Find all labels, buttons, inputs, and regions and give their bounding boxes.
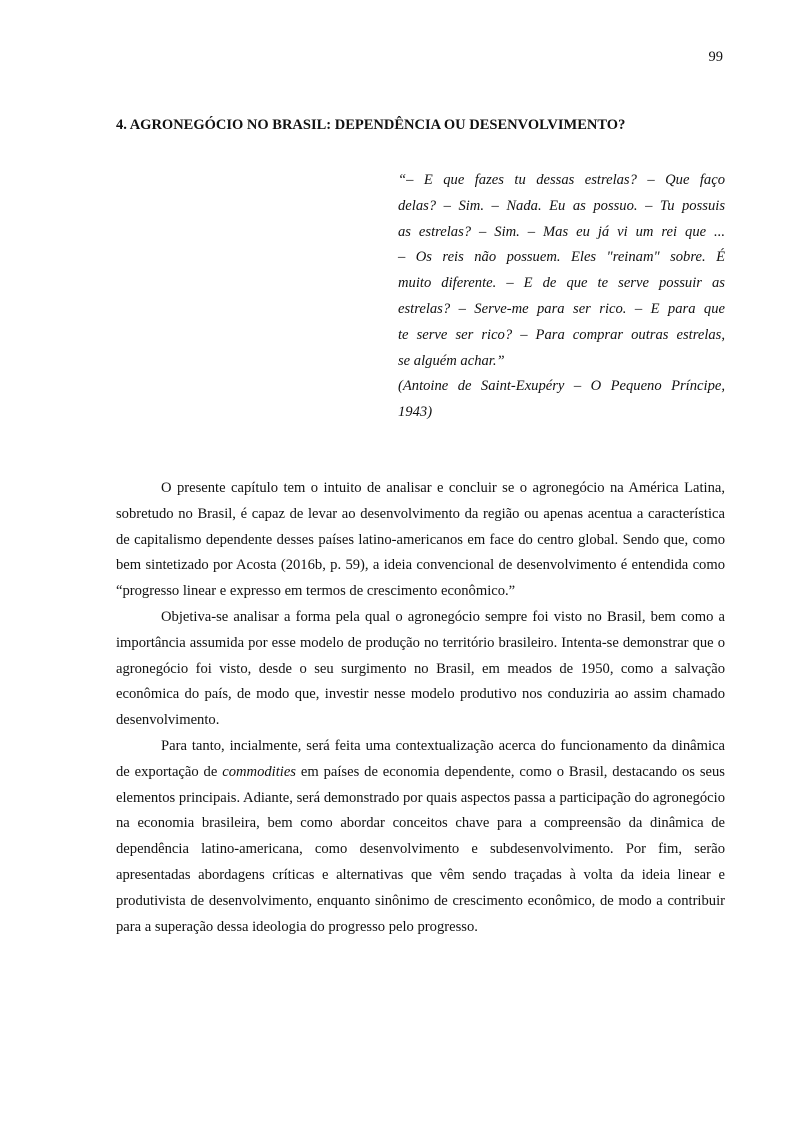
epigraph-line: delas? – Sim. – Nada. Eu as possuo. – Tu possuis bbox=[398, 197, 725, 214]
paragraph-objective: Objetiva-se analisar a forma pela qual o agronegócio sempre foi visto no Brasil, bem como a importância assumida por esse modelo de produção no território brasileiro. Intenta-se demonstrar que o agronegócio foi visto, desde o seu surgimento no Brasil, em meados de 1950, como a salvação econômica do país, de modo que, investir nesse modelo produtivo nos conduziria ao assim chamado desenvolvimento. bbox=[116, 608, 725, 729]
emphasis-commodities: commodities bbox=[222, 763, 296, 780]
paragraph-text: em países de economia dependente, como o Brasil, destacando os seus elementos principais. Adiante, será demonstrado por quais aspectos passa a participação do agronegócio na economia brasileira, bem como abordar conceitos chave para a compreensão da dinâmica de dependência latino-americana, como desenvolvimento e subdesenvolvimento. Por fim, serão apresentadas abordagens críticas e alternativas que vêm sendo traçadas à volta da ideia linear e produtivista de desenvolvimento, enquanto sinônimo de crescimento econômico, de modo a contribuir para a superação dessa ideologia do progresso pelo progresso. bbox=[116, 763, 725, 935]
chapter-title: 4. AGRONEGÓCIO NO BRASIL: DEPENDÊNCIA OU DESENVOLVIMENTO? bbox=[116, 117, 626, 133]
epigraph-quote bbox=[398, 168, 725, 426]
chapter-body bbox=[116, 476, 725, 940]
epigraph-line: te serve ser rico? – Para comprar outras estrelas, bbox=[398, 326, 725, 343]
paragraph-text: Para tanto, incialmente, será feita uma contextualização acerca do funcionamento da dinâmica de exportação de bbox=[116, 737, 725, 780]
page-number: 99 bbox=[708, 49, 723, 65]
epigraph-line: as estrelas? – Sim. – Mas eu já vi um rei que ... bbox=[398, 223, 725, 240]
epigraph-line: “– E que fazes tu dessas estrelas? – Que faço bbox=[398, 172, 725, 188]
paragraph-intro: O presente capítulo tem o intuito de analisar e concluir se o agronegócio na América Latina, sobretudo no Brasil, é capaz de levar ao desenvolvimento da região ou apenas acentua a característica de capitalismo dependente desses países latino-americanos em face do centro global. Sendo que, como bem sintetizado por Acosta (2016b, p. 59), a ideia convencional de desenvolvimento é entendida como “progresso linear e expresso em termos de crescimento econômico.” bbox=[116, 480, 725, 600]
epigraph-line: muito diferente. – E de que te serve possuir as bbox=[398, 275, 725, 292]
epigraph-citation-year: 1943) bbox=[398, 404, 433, 421]
epigraph-citation: (Antoine de Saint-Exupéry – O Pequeno Príncipe, bbox=[398, 378, 725, 395]
epigraph-line: – Os reis não possuem. Eles "reinam" sobre. É bbox=[398, 249, 725, 266]
epigraph-line: se alguém achar.” bbox=[398, 352, 505, 369]
paragraph-structure bbox=[116, 734, 725, 940]
epigraph-line: estrelas? – Serve-me para ser rico. – E para que bbox=[398, 300, 725, 317]
